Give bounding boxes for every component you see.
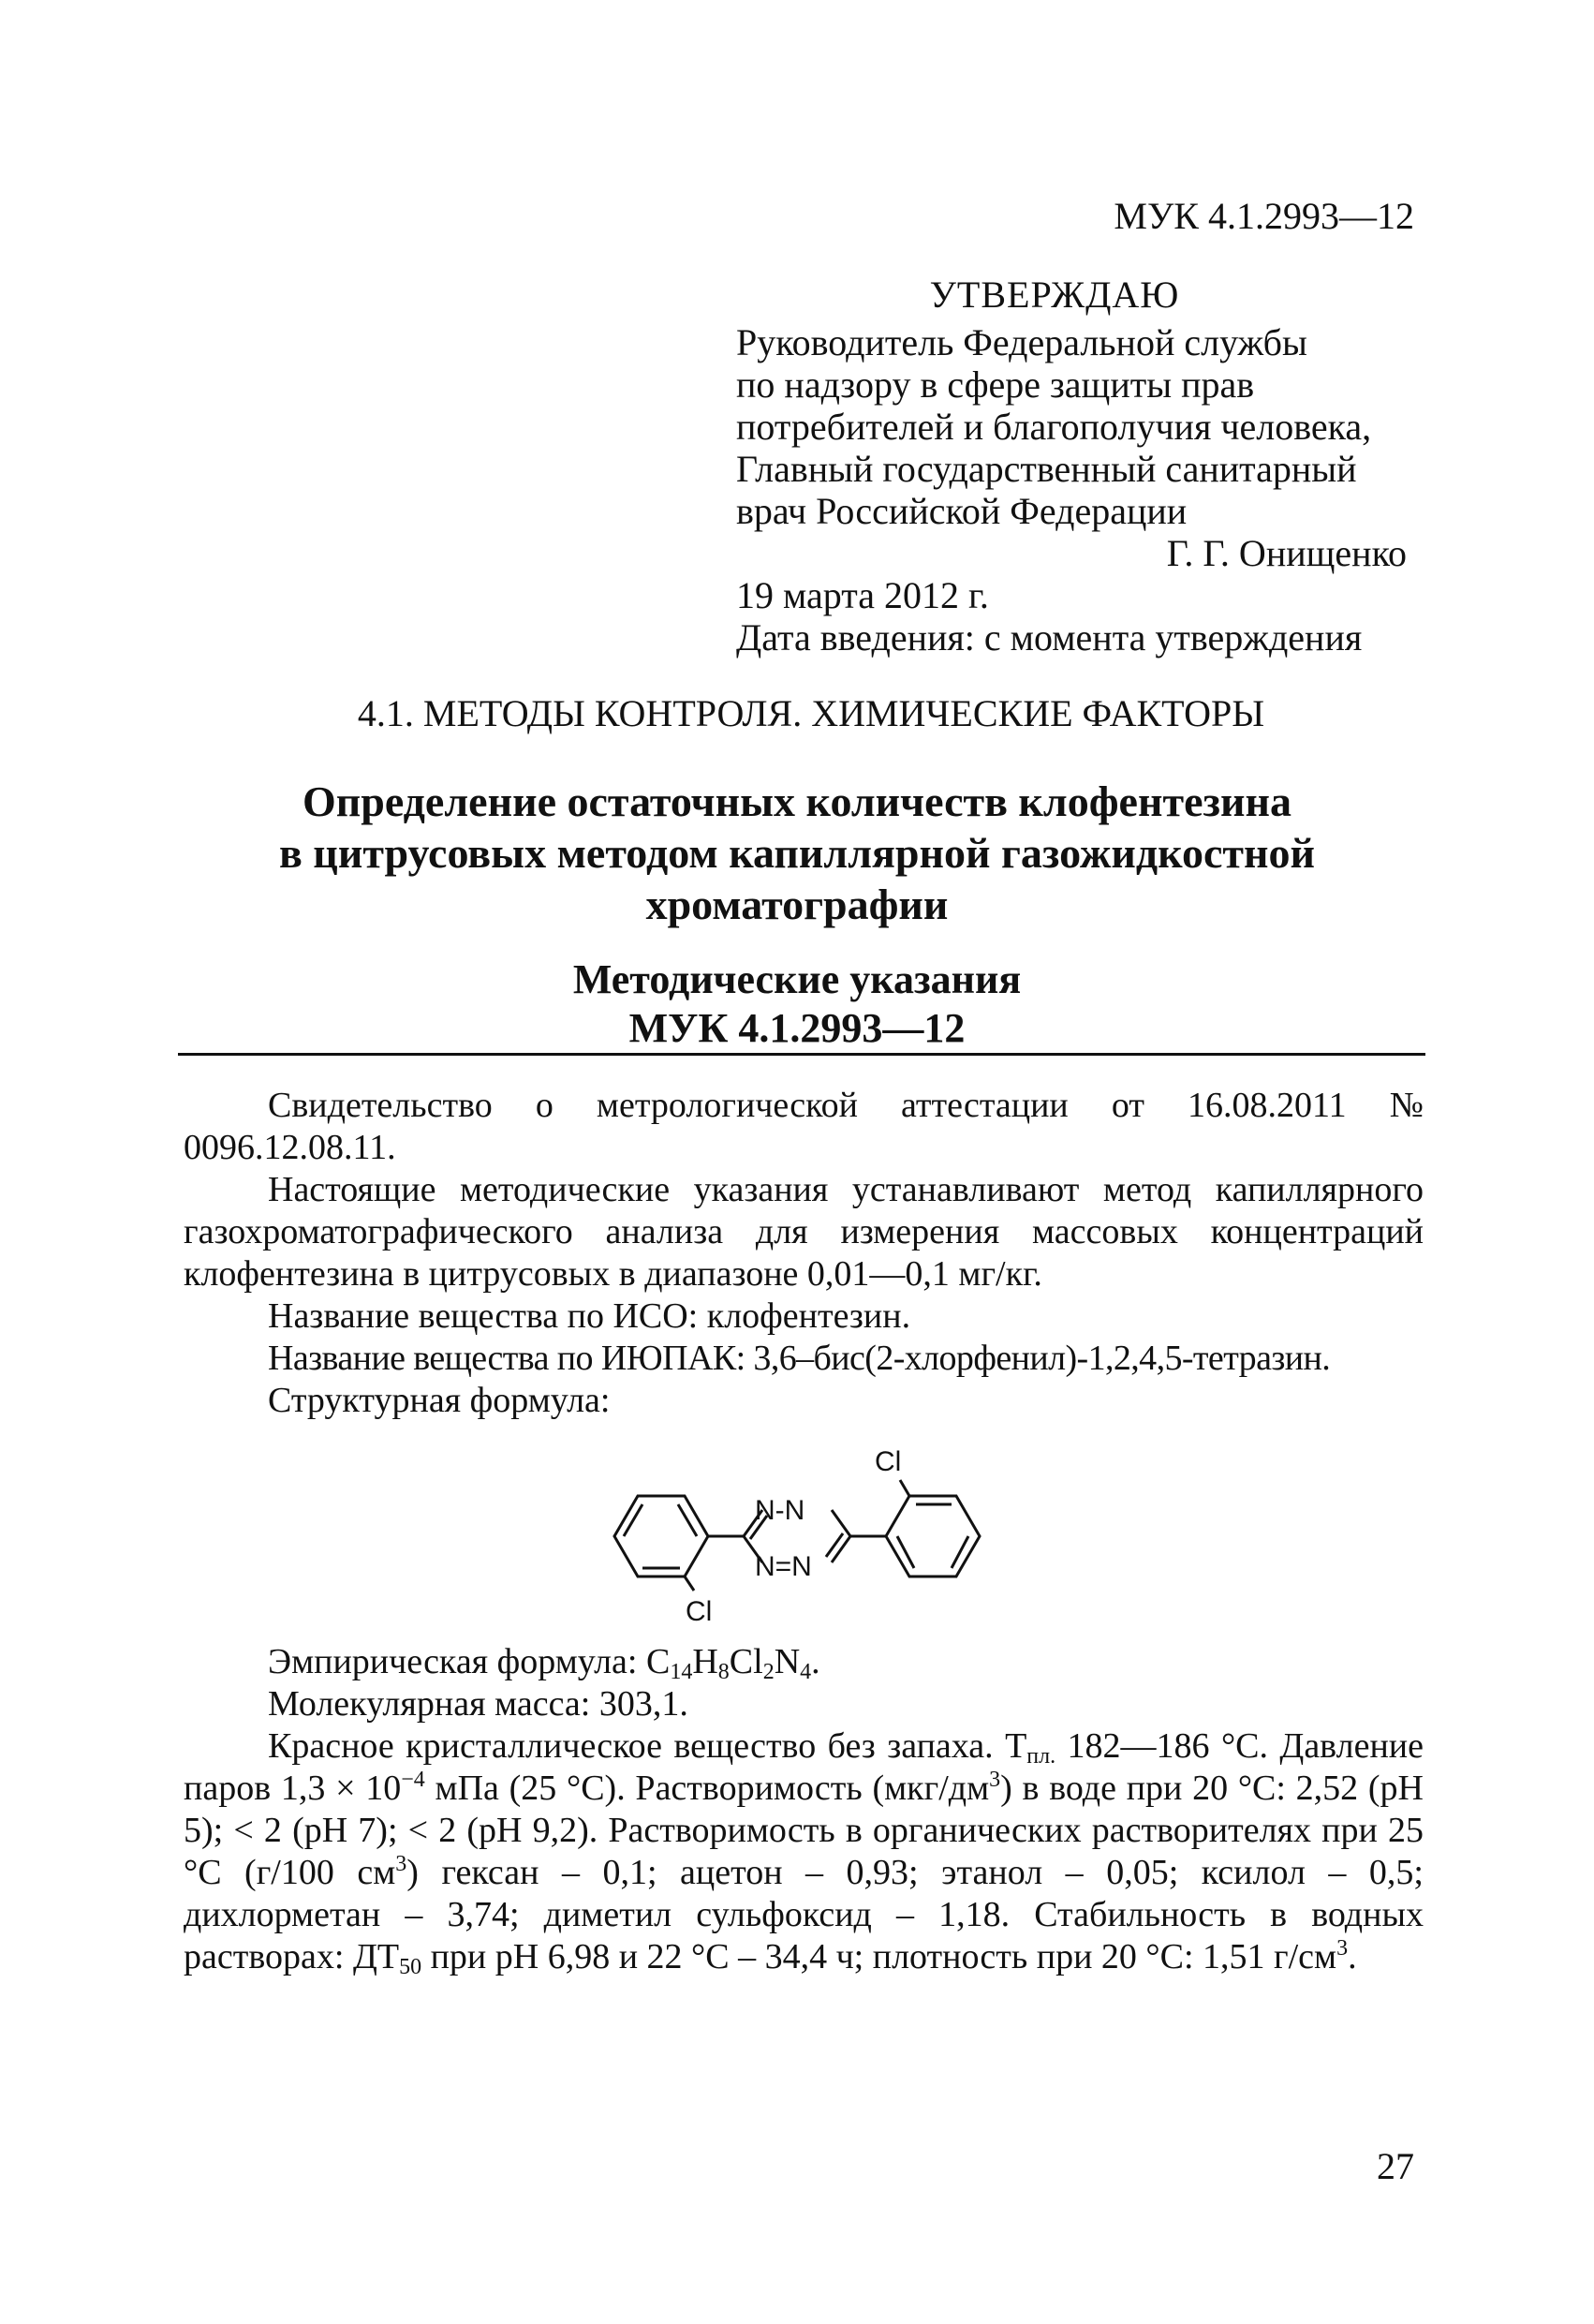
approval-line: по надзору в сфере защиты прав: [736, 363, 1255, 406]
certificate-paragraph: Свидетельство о метрологической аттестации от 16.08.2011 № 0096.12.08.11.: [184, 1086, 1424, 1167]
body-text-continued: [184, 1641, 1424, 1978]
subtitle-code: МУК 4.1.2993—12: [628, 1005, 966, 1051]
title-line: хроматографии: [645, 881, 949, 928]
approval-line: Руководитель Федеральной службы: [736, 321, 1307, 363]
subtitle-type: Методические указания: [572, 956, 1022, 1002]
approval-date: 19 марта 2012 г.: [736, 574, 989, 616]
right-phenyl-ring: [886, 1496, 980, 1576]
document-title: [0, 776, 1594, 930]
structure-label: Структурная формула:: [268, 1381, 611, 1420]
left-cl-bond: [685, 1576, 694, 1591]
document-code: МУК 4.1.2993—12: [1114, 195, 1414, 237]
chlorine-bottom: Cl: [686, 1596, 713, 1627]
title-line: в цитрусовых методом капиллярной газожидкостной: [278, 829, 1316, 877]
page-number: 27: [1377, 2145, 1414, 2187]
document-subtitle: [0, 955, 1594, 1053]
approval-effective-date: Дата введения: с момента утверждения: [736, 616, 1363, 659]
iso-name-paragraph: Название вещества по ИСО: клофентезин.: [268, 1296, 911, 1336]
tetrazine-n-top: N-N: [755, 1495, 805, 1526]
right-cl-bond: [900, 1480, 909, 1496]
approval-line: Главный государственный санитарный: [736, 448, 1357, 490]
scope-paragraph: Настоящие методические указания устанавливают метод капиллярного газохроматографического анализа для измерения массовых концентраций клофентезина в цитрусовых в диапазоне 0,01—0,1 мг/кг.: [184, 1170, 1424, 1294]
tetrazine-n-bottom: N=N: [755, 1551, 812, 1582]
approval-line: врач Российской Федерации: [736, 490, 1188, 532]
iupac-name-paragraph: Название вещества по ИЮПАК: 3,6–бис(2-хлорфенил)-1,2,4,5-тетразин.: [268, 1339, 1331, 1378]
chlorine-top: Cl: [875, 1446, 902, 1477]
horizontal-rule: [178, 1053, 1425, 1056]
approval-block: [736, 274, 1429, 659]
empirical-formula: Эмпирическая формула: $C_{14}H_8Cl_2N_4$.: [268, 1642, 820, 1684]
structural-formula: [596, 1443, 1008, 1630]
title-line: Определение остаточных количеств клофентезина: [302, 777, 1291, 825]
section-heading: 4.1. МЕТОДЫ КОНТРОЛЯ. ХИМИЧЕСКИЕ ФАКТОРЫ: [357, 692, 1265, 734]
body-text: [184, 1085, 1424, 1422]
approval-line: потребителей и благополучия человека,: [736, 406, 1372, 448]
approval-heading: УТВЕРЖДАЮ: [929, 274, 1180, 316]
properties-paragraph: Красное кристаллическое вещество без запаха. $T_{пл.}$ 182—186 °С. Давление паров $1,3 \times 10^{-4}$ мПа (25 °С). Растворимость $(мкг/дм^3)$ в воде при 20 °С: 2,52 (pH 5); < 2 (pH 7); < 2 (pH 9,2). Растворимость в органических растворителях при 25 °С (г/100 $см^3$) гексан – 0,1; ацетон – 0,93; этанол – 0,05; ксилол – 0,5; дихлорметан – 3,74; диметил сульфоксид – 1,18. Стабильность в водных растворах: $ДТ_{50}$ при pH 6,98 и 22 °С – 34,4 ч; плотность при 20 °С: 1,51 $г/см^3$.: [184, 1726, 1424, 1979]
molar-mass: Молекулярная масса: 303,1.: [268, 1684, 688, 1724]
approval-signatory: Г. Г. Онищенко: [1166, 532, 1407, 574]
left-phenyl-ring: [614, 1496, 708, 1576]
